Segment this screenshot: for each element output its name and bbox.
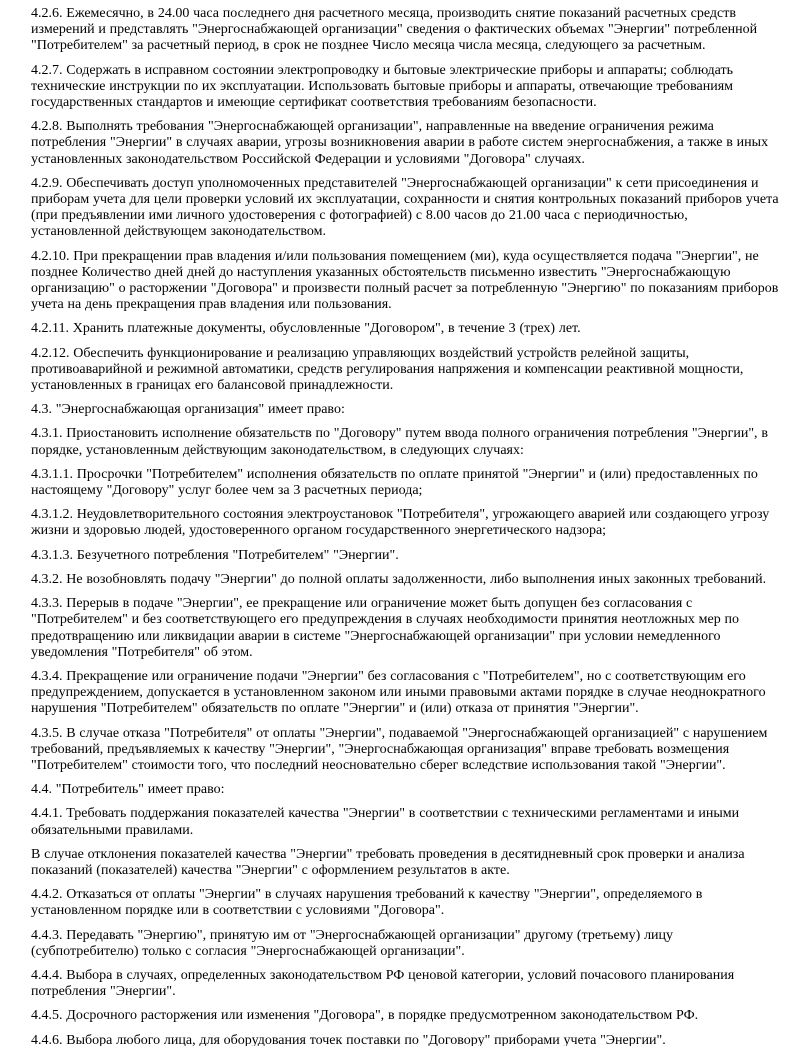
clause-4-2-8: 4.2.8. Выполнять требования "Энергоснабжающей организации", направленные на введение ограничения режима потребления "Энергии" в случаях аварии, угрозы возникновения аварии в работе систем энергоснабжения, а также в иных установленных законодательством Российской Федерации и условиями "Договора" случаях.	[31, 119, 769, 167]
clause-4-4-1: 4.4.1. Требовать поддержания показателей качества "Энергии" в соответствии с техническими регламентами и иными обязательными правилами.	[31, 806, 740, 838]
clause-4-2-9: 4.2.9. Обеспечивать доступ уполномоченных представителей "Энергоснабжающей организации" к сети присоединения и приборам учета для цели проверки условий их эксплуатации, сохранности и снятия контрольных показаний приборов учета (при предъявлении ими личного удостоверения с фотографией) с 8.00 часов до 21.00 часа с периодичностью, установленной действующем законодательством.	[31, 175, 779, 240]
clause-4-4-2: 4.4.2. Отказаться от оплаты "Энергии" в случаях нарушения требований к качеству "Энергии", определяемого в установленном порядке или в соответствии с условиями "Договора".	[31, 887, 703, 919]
clause-4-3-5: 4.3.5. В случае отказа "Потребителя" от оплаты "Энергии", подаваемой "Энергоснабжающей организацией" с нарушением требований, предъявляемых к качеству "Энергии", "Энергоснабжающая организация" вправе требовать возмещения "Потребителем" стоимости того, что последний неосновательно сберег вследствие использования такой "Энергии".	[31, 725, 768, 773]
clause-4-3-1: 4.3.1. Приостановить исполнение обязательств по "Договору" путем ввода полного ограничения потребления "Энергии", в порядке, установленным действующим законодательством, в следующих случаях:	[31, 426, 768, 458]
clause-4-2-12: 4.2.12. Обеспечить функционирование и реализацию управляющих воздействий устройств релейной защиты, противоаварийной и режимной автоматики, средств регулирования напряжения и компенсации реактивной мощности, установленных в границах его балансовой принадлежности.	[31, 345, 744, 394]
clause-4-2-6: 4.2.6. Ежемесячно, в 24.00 часа последнего дня расчетного месяца, производить снятие показаний расчетных средств измерений и представлять "Энергоснабжающей организации" сведения о фактических объемах "Энергии" потребленной "Потребителем" за расчетный период, в срок не позднее Число месяца числа месяца, следующего за расчетным.	[31, 6, 758, 54]
clause-4-2-7: 4.2.7. Содержать в исправном состоянии электропроводку и бытовые электрические приборы и аппараты; соблюдать технические инструкции по их эксплуатации. Использовать бытовые приборы и аппараты, отвечающие требованиям государственных стандартов и имеющие сертификат соответствия требованиям безопасности.	[31, 62, 734, 111]
clause-4-3-3: 4.3.3. Перерыв в подаче "Энергии", ее прекращение или ограничение может быть допущен без согласования с "Потребителем" и без соответствующего его предупреждения в случаях необходимости принятия неотложных мер по предотвращению или ликвидации аварии в системе "Энергоснабжающей организации" при условии немедленного уведомления "Потребителя" об этом.	[31, 596, 739, 660]
clause-4-4-1-note: В случае отклонения показателей качества "Энергии" требовать проведения в десятидневный срок проверки и анализа показаний (показателей) качества "Энергии" с оформлением результатов в акте.	[31, 846, 745, 878]
clause-4-3-4: 4.3.4. Прекращение или ограничение подачи "Энергии" без согласования с "Потребителем", но с соответствующим его предупреждением, допускается в установленном законом или иными правовыми актами порядке в случае неоднократного нарушения "Потребителем" обязательств по оплате "Энергии" и (или) отказа от принятия "Энергии".	[31, 668, 766, 717]
clause-4-3-heading: 4.3. "Энергоснабжающая организация" имеет право:	[31, 402, 345, 418]
clause-4-4-heading: 4.4. "Потребитель" имеет право:	[31, 782, 225, 798]
clause-4-4-4: 4.4.4. Выбора в случаях, определенных законодательством РФ ценовой категории, условий почасового планирования потребления "Энергии".	[31, 967, 735, 1000]
clause-4-4-5: 4.4.5. Досрочного расторжения или изменения "Договора", в порядке предусмотренном законодательством РФ.	[31, 1008, 699, 1024]
clause-4-2-10: 4.2.10. При прекращении прав владения и/или пользования помещением (ми), куда осуществляется подача "Энергии", не позднее Количество дней дней до наступления указанных обстоятельств письменно известить "Энергоснабжающую организацию" о расторжении "Договора" и произвести полный расчет за потребленную "Энергию" по показаниям приборов учета на день прекращения прав владения или пользования.	[31, 248, 779, 313]
clause-4-3-1-3: 4.3.1.3. Безучетного потребления "Потребителем" "Энергии".	[31, 547, 399, 563]
clause-4-3-1-2: 4.3.1.2. Неудовлетворительного состояния электроустановок "Потребителя", угрожающего аварией или создающего угрозу жизни и здоровью людей, удостоверенного органом государственного энергетического надзора;	[31, 507, 770, 539]
clause-4-3-2: 4.3.2. Не возобновлять подачу "Энергии" до полной оплаты задолженности, либо выполнения иных законных требований.	[31, 571, 767, 587]
clause-4-2-11: 4.2.11. Хранить платежные документы, обусловленные "Договором", в течение 3 (трех) лет.	[31, 321, 581, 337]
clause-4-3-1-1: 4.3.1.1. Просрочки "Потребителем" исполнения обязательств по оплате принятой "Энергии" и (или) предоставленных по настоящему "Договору" услуг более чем за 3 расчетных периода;	[31, 466, 758, 499]
clause-4-4-6: 4.4.6. Выбора любого лица, для оборудования точек поставки по "Договору" приборами учета "Энергии".	[31, 1032, 666, 1046]
clause-4-4-3: 4.4.3. Передавать "Энергию", принятую им от "Энергоснабжающей организации" другому (третьему) лицу (субпотребителю) только с согласия "Энергоснабжающей организации".	[31, 927, 674, 959]
